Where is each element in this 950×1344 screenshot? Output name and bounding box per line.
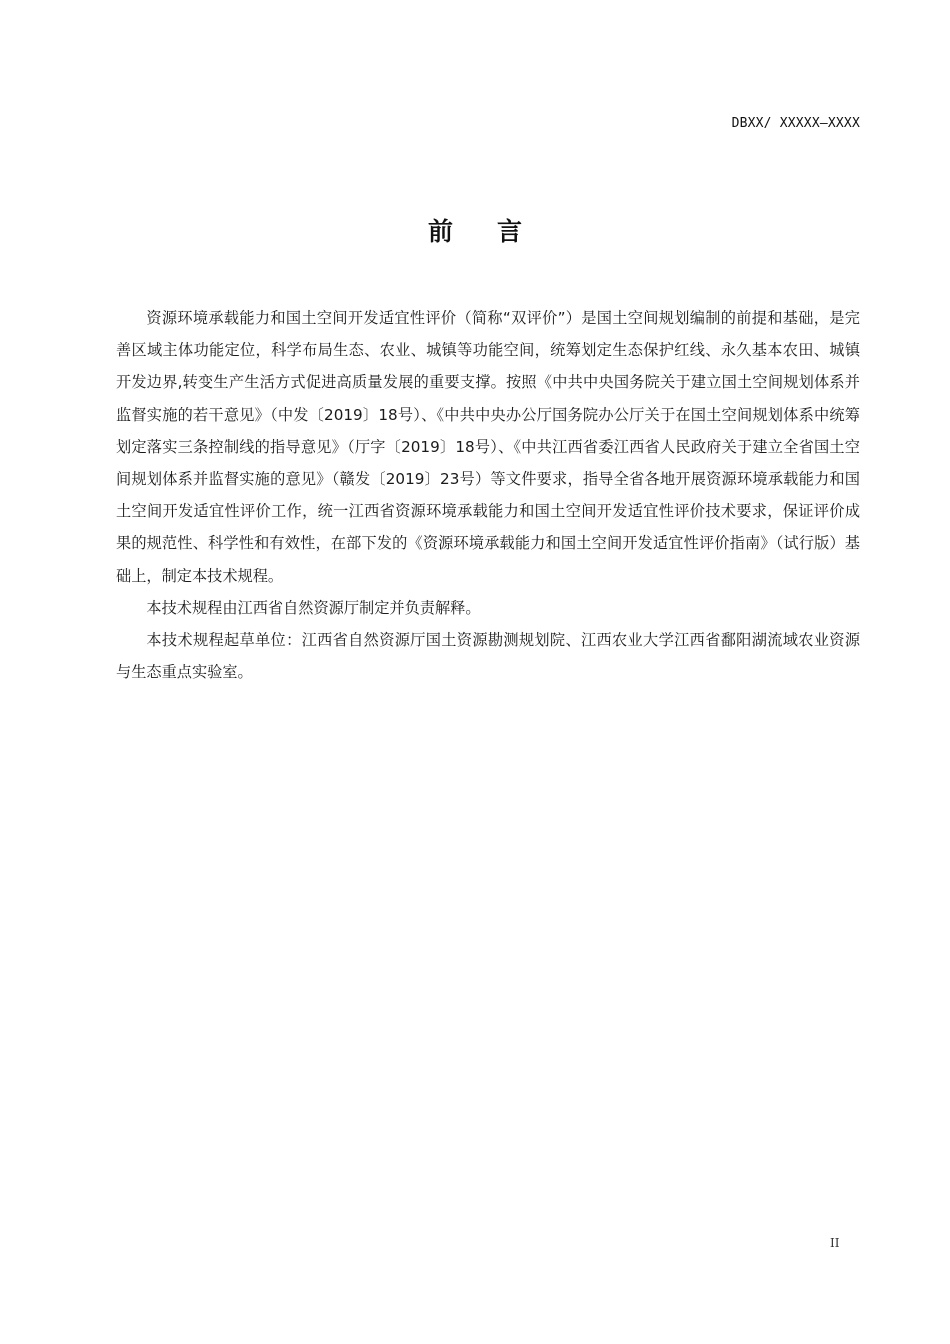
- paragraph-interpretation: 本技术规程由江西省自然资源厅制定并负责解释。: [146, 598, 481, 617]
- page-number: II: [830, 1236, 840, 1250]
- foreword-body: [116, 302, 860, 688]
- paragraph-drafting-unit: 本技术规程起草单位：江西省自然资源厅国土资源勘测规划院、江西农业大学江西省鄱阳湖流域农业资源与生态重点实验室。: [116, 631, 860, 682]
- page-title: 前言: [427, 217, 566, 246]
- paragraph-background: 资源环境承载能力和国土空间开发适宜性评价（简称“双评价”）是国土空间规划编制的前提和基础，是完善区域主体功能定位，科学布局生态、农业、城镇等功能空间，统筹划定生态保护红线、永久基本农田、城镇开发边界,转变生产生活方式促进高质量发展的重要支撑。按照《中共中央国务院关于建立国土空间规划体系并监督实施的若干意见》（中发〔2019〕18号）、《中共中央办公厅国务院办公厅关于在国土空间规划体系中统筹划定落实三条控制线的指导意见》（厅字〔2019〕18号）、《中共江西省委江西省人民政府关于建立全省国土空间规划体系并监督实施的意见》（赣发〔2019〕23号）等文件要求，指导全省各地开展资源环境承载能力和国土空间开发适宜性评价工作，统一江西省资源环境承载能力和国土空间开发适宜性评价技术要求，保证评价成果的规范性、科学性和有效性，在部下发的《资源环境承载能力和国土空间开发适宜性评价指南》（试行版）基础上，制定本技术规程。: [116, 309, 860, 585]
- document-code: DBXX/ XXXXX—XXXX: [731, 116, 860, 131]
